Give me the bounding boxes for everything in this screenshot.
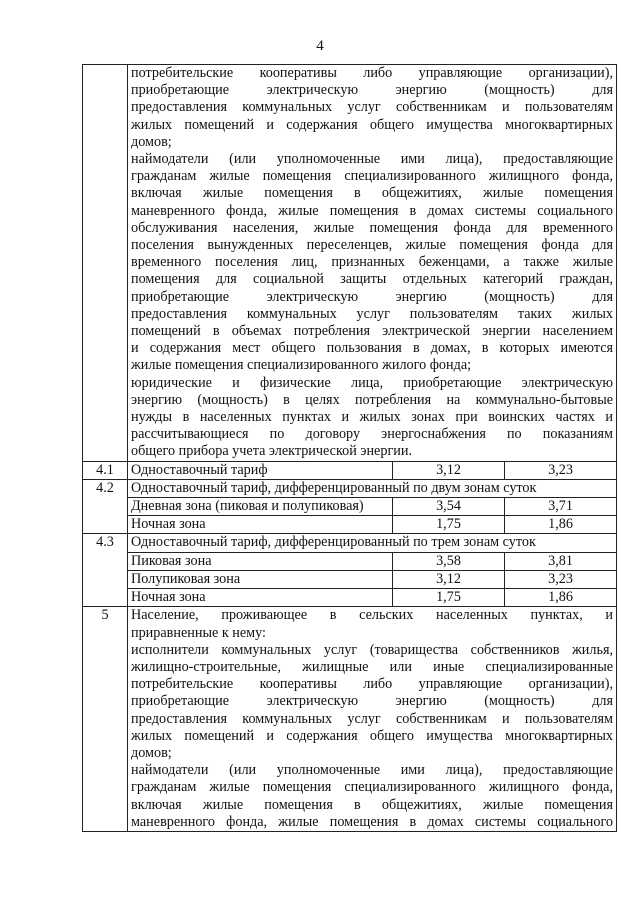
row-5-paragraph [131, 607, 613, 831]
text-line: гражданам жилые помещения специализированного жилищного фонда, [131, 779, 614, 796]
text-line: предоставления коммунальных услуг пользователям таких жилых [131, 305, 614, 322]
table-row-4-2 [83, 479, 617, 497]
text-line: приравненные к нему: [131, 624, 266, 641]
table-row-continuation [83, 65, 617, 462]
text-line: маневренного фонда, жилые помещения в домах системы социального [131, 202, 614, 219]
table-row-4-2-night [83, 516, 617, 534]
text-line: Население, проживающее в сельских населенных пунктах, и [131, 607, 614, 624]
text-line: приобретающие электрическую энергию (мощность) для [131, 693, 614, 710]
text-line: помещений в объемах потребления электрической энергии населением [131, 323, 614, 340]
row-number-cell [83, 65, 128, 462]
table-row-4-1 [83, 461, 617, 479]
zone-label: Ночная зона [128, 589, 393, 607]
row-label: Одноставочный тариф, дифференцированный по трем зонам суток [128, 534, 617, 552]
text-line: маневренного фонда, жилые помещения в домах системы социального [131, 813, 614, 830]
tariff-value-2: 1,86 [505, 589, 617, 607]
tariff-value-1: 1,75 [393, 516, 505, 534]
text-line: рассчитывающиеся по договору энергоснабжения по показаниям [131, 426, 614, 443]
tariff-value-1: 1,75 [393, 589, 505, 607]
tariff-value-2: 3,23 [505, 570, 617, 588]
table-row-4-3-semi [83, 570, 617, 588]
table-row-4-3-peak [83, 552, 617, 570]
text-line: предоставления коммунальных услуг собственникам и пользователям [131, 710, 614, 727]
row-number: 4.1 [83, 461, 128, 479]
text-line: временного поселения лиц, признанных беженцами, а также жилые [131, 254, 614, 271]
text-line: приобретающие электрическую энергию (мощность) для [131, 82, 614, 99]
tariff-value-2: 1,86 [505, 516, 617, 534]
text-line: обслуживания населения, жилые помещения фонда для временного [131, 219, 614, 236]
text-line: наймодатели (или уполномоченные ими лица), предоставляющие [131, 762, 614, 779]
tariff-value-2: 3,71 [505, 498, 617, 516]
zone-label: Дневная зона (пиковая и полупиковая) [128, 498, 393, 516]
text-line: исполнители коммунальных услуг (товарищества собственников жилья, [131, 641, 614, 658]
row-label: Одноставочный тариф [128, 461, 393, 479]
text-line: жилых помещений и содержания общего имущества многоквартирных [131, 727, 614, 744]
table-row-5 [83, 607, 617, 832]
text-line: приобретающие электрическую энергию (мощность) для [131, 288, 614, 305]
text-line: нужды в населенных пунктах и жилых зонах при воинских частях и [131, 409, 614, 426]
tariff-value-1: 3,58 [393, 552, 505, 570]
text-line: энергию (мощность) в целях потребления на коммунально-бытовые [131, 391, 614, 408]
tariff-value-1: 3,12 [393, 570, 505, 588]
table-row-4-3-night [83, 589, 617, 607]
text-line: потребительские кооперативы либо управляющие организации), [131, 676, 614, 693]
continuation-paragraph [131, 65, 613, 461]
text-line: поселения вынужденных переселенцев, жилые помещения фонда для [131, 237, 614, 254]
text-line: наймодатели (или уполномоченные ими лица), предоставляющие [131, 151, 614, 168]
zone-label: Ночная зона [128, 516, 393, 534]
text-line: включая жилые помещения в общежитиях, жилые помещения [131, 185, 614, 202]
text-line: юридические и физические лица, приобретающие электрическую [131, 374, 614, 391]
text-line: помещения для социальной защиты отдельных категорий граждан, [131, 271, 614, 288]
text-line: потребительские кооперативы либо управляющие организации), [131, 65, 614, 81]
row-label: Одноставочный тариф, дифференцированный по двум зонам суток [128, 479, 617, 497]
text-line: жилищно-строительные, жилищные или иные специализированные [131, 658, 614, 675]
row-number: 5 [83, 607, 128, 832]
text-line: домов; [131, 133, 172, 150]
row-number: 4.2 [83, 479, 128, 534]
table-row-4-3 [83, 534, 617, 552]
text-line: домов; [131, 744, 172, 761]
row-5-text-cell [128, 607, 617, 832]
text-line: и содержания мест общего пользования в домах, в которых имеются [131, 340, 614, 357]
text-line: включая жилые помещения в общежитиях, жилые помещения [131, 796, 614, 813]
tariff-value-2: 3,23 [505, 461, 617, 479]
zone-label: Пиковая зона [128, 552, 393, 570]
continuation-text-cell [128, 65, 617, 462]
zone-label: Полупиковая зона [128, 570, 393, 588]
text-line: гражданам жилые помещения специализированного жилищного фонда, [131, 168, 614, 185]
table-row-4-2-day [83, 498, 617, 516]
text-line: жилых помещений и содержания общего имущества многоквартирных [131, 116, 614, 133]
text-line: предоставления коммунальных услуг собственникам и пользователям [131, 99, 614, 116]
tariff-value-1: 3,12 [393, 461, 505, 479]
text-line: общего прибора учета электрической энергии. [131, 443, 412, 460]
row-number: 4.3 [83, 534, 128, 607]
text-line: жилые помещения специализированного жилого фонда; [131, 357, 472, 374]
tariff-value-2: 3,81 [505, 552, 617, 570]
tariff-table [82, 64, 617, 832]
page-number: 4 [316, 38, 324, 54]
tariff-value-1: 3,54 [393, 498, 505, 516]
